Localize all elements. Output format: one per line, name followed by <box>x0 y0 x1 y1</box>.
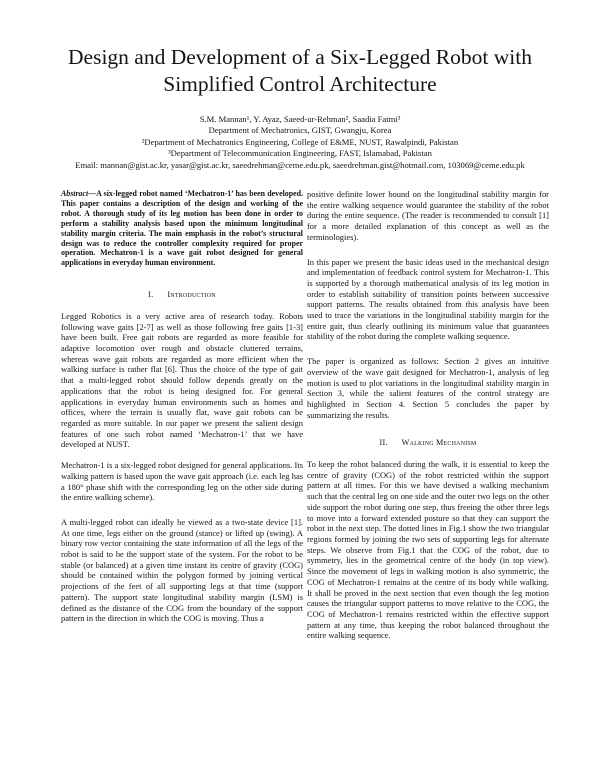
right-column <box>307 189 549 641</box>
intro-paragraph-5: In this paper we present the basic ideas used in the mechanical design and implementation of feedback control system for Mechatron-1. This is supported by a thorough mathematical analysis of its leg motion in order to establish suitability of transition points between successive support patterns. The results obtained from this analysis have been used to trace the variations in the longitudinal stability margin for the entire gait, thus clearly outlining its minimum value that guarantees stability of the robot during the complete walking sequence. <box>307 256 549 342</box>
author-block <box>60 114 540 171</box>
affiliation-3: ³Department of Telecommunication Engineering, FAST, Islamabad, Pakistan <box>168 148 432 159</box>
section-heading-walking-mechanism <box>307 438 549 449</box>
section-title: Walking Mechanism <box>401 438 477 448</box>
section-heading-introduction <box>61 290 303 301</box>
section-number: II. <box>379 438 388 448</box>
walking-paragraph-1: To keep the robot balanced during the walk, it is essential to keep the centre of gravity (COG) of the robot restricted within the support pattern at all times. For this we have devised a walking mechanism such that the central leg on one side and the outer two legs on the other side support the robot during one step, thus freeing the other three legs to move into a forward extended posture so that they can support the robot in the next step. The dotted lines in Fig.1 show the two triangular regions formed by joining the two sets of supporting legs for alternate steps. We observe from Fig.1 that the COG of the robot, due to symmetry, lies in the geometrical centre of the body (in top view). Since the movement of legs in walking motion is also symmetric, the COG of Mechatron-1 remains at the centre of its body while walking. It shall be proved in the next section that even though the leg motion causes the triangular support patterns to move relative to the COG, the COG of Mechatron-1 remains restricted within the effective support pattern at any time, thus keeping the robot balanced throughout the entire walking sequence. <box>307 459 549 641</box>
intro-paragraph-1: Legged Robotics is a very active area of research today. Robots following wave gaits [2-7] as well as those following free gaits [1-3] have been built. Free gait robots are regarded as more feasible for adaptive locomotion over rough and obstacle cluttered terrains, whereas wave gait robots are regarded as more efficient when the walking surface is rather flat [6]. Thus the choice of the type of gait that a multi-legged robot should follow depends greatly on the applications that the robot is being designed for. For general applications in everyday human environments such as homes and offices, where the terrain is usually flat, wave gait robots can be regarded as more suitable. In our paper we present the salient design features of one such robot named ‘Mechatron-1’ that we have developed at NUST. <box>61 310 303 450</box>
intro-paragraph-4: positive definite lower bound on the longitudinal stability margin for the entire walking sequence would guarantee the stability of the robot during the entire sequence. (The reader is recommended to consult [1] for a more detailed explanation of this concept as well as the terminologies). <box>307 189 549 242</box>
affiliation-2: ²Department of Mechatronics Engineering, College of E&ME, NUST, Rawalpindi, Pakistan <box>141 136 459 147</box>
section-title: Introduction <box>167 290 216 300</box>
left-column <box>61 189 303 624</box>
affiliation-1: Department of Mechatronics, GIST, Gwangju, Korea <box>208 125 392 136</box>
intro-paragraph-6: The paper is organized as follows: Section 2 gives an intuitive overview of the wave gait designed for Mechatron-1, analysis of leg motion is used to plot variations in the longitudinal stability margin in Section 3, while the salient features of the control strategy are highlighted in Section 4. Section 5 concludes the paper by summarizing the results. <box>307 356 549 420</box>
section-number: I. <box>148 290 154 300</box>
author-emails: Email: mannan@gist.ac.kr, yasar@gist.ac.kr, saeedrehman@ceme.edu.pk, saeedrehman.gist@hotmail.com, 103069@ceme.edu.pk <box>75 159 525 170</box>
intro-paragraph-2: Mechatron-1 is a six-legged robot designed for general applications. Its walking pattern is based upon the wave gait approach (i.e. each leg has a 180° phase shift with the corresponding leg on the other side during the entire walking scheme). <box>61 460 303 503</box>
abstract-label: Abstract <box>61 189 89 198</box>
intro-paragraph-3: A multi-legged robot can ideally be viewed as a two-state device [1]. At one time, legs either on the ground (stance) or lifted up (swing). A binary row vector containing the state information of all the legs of the robot is said to be the support state of the system. For the robot to be stable (or balanced) at a given time instant its centre of gravity (COG) should be contained within the polygon formed by joining vertical projections of the feet of all supporting legs at that time (support pattern). The support state longitudinal stability margin (LSM) is defined as the distance of the COG from the boundary of the support pattern in the direction in which the COG is moving. Thus a <box>61 516 303 624</box>
abstract <box>61 189 303 268</box>
abstract-text: —A six-legged robot named ‘Mechatron-1’ has been developed. This paper contains a description of the design and working of the robot. A thorough study of its leg motion has been done in order to perform a stability analysis based upon the minimum longitudinal stability margin criteria. The main emphasis in the robot’s structural design was to reduce the controller complexity required for proper operation. Mechatron-1 is a wave gait robot designed for general applications in everyday human environment. <box>61 189 303 268</box>
author-names: S.M. Mannan¹, Y. Ayaz, Saeed-ur-Rehman², Saadia Fatmi³ <box>199 114 401 124</box>
paper-title: Design and Development of a Six-Legged Robot with Simplified Control Architecture <box>68 45 532 96</box>
